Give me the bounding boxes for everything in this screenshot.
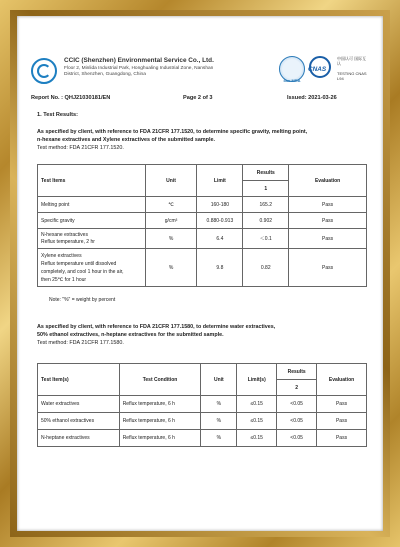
table-header-row <box>38 165 367 181</box>
issued-date: Issued: 2021-03-26 <box>287 95 337 101</box>
cell-unit: % <box>201 396 237 413</box>
table-row <box>38 213 367 229</box>
cell-condition: Reflux temperature, 6 h <box>119 396 201 413</box>
table-header-row <box>38 364 367 380</box>
cell-result: <0.05 <box>277 396 317 413</box>
header-results-sub: 2 <box>277 380 317 396</box>
header-results-sub: 1 <box>243 181 289 197</box>
table-row <box>38 430 367 447</box>
cell-evaluation: Pass <box>289 197 367 213</box>
cell-unit: % <box>145 249 197 287</box>
cell-result: 0.902 <box>243 213 289 229</box>
part2-method: Test method: FDA 21CFR 177.1580. <box>37 340 124 347</box>
cell-item <box>38 249 146 287</box>
cell-evaluation: Pass <box>317 413 367 430</box>
table-row <box>38 197 367 213</box>
cell-limit: ≤0.15 <box>237 430 277 447</box>
cell-item: 50% ethanol extractives <box>38 413 120 430</box>
cell-limit: 6.4 <box>197 229 243 249</box>
cell-item-line: N-hexane extractives <box>41 231 88 238</box>
cell-evaluation: Pass <box>289 213 367 229</box>
cell-result: ＜0.1 <box>243 229 289 249</box>
cell-unit: % <box>201 413 237 430</box>
cell-item: N-heptane extractives <box>38 430 120 447</box>
cell-limit: 160-180 <box>197 197 243 213</box>
page-number: Page 2 of 3 <box>183 95 213 101</box>
cell-evaluation: Pass <box>289 249 367 287</box>
part2-intro-line-1: As specified by client, with reference to FDA 21CFR 177.1580, to determine water extractives, <box>37 324 276 330</box>
cell-unit: % <box>145 229 197 249</box>
header-test-items: Test Item(s) <box>38 364 120 396</box>
header-results: Results <box>243 165 289 181</box>
table-row <box>38 396 367 413</box>
cell-item-line: completely, and cool 1 hour in the air, <box>41 268 124 275</box>
cell-unit: % <box>201 430 237 447</box>
header-results: Results <box>277 364 317 380</box>
address-line-2: District, Shenzhen, Guangdong, China <box>64 72 146 77</box>
cell-item-line: then 25℃ for 1 hour <box>41 276 87 283</box>
section-title: 1. Test Results: <box>37 112 78 118</box>
part1-intro-line-2: n-hexane extractives and Xylene extractives of the submitted sample. <box>37 137 215 144</box>
cell-limit: 0.880-0.913 <box>197 213 243 229</box>
cell-result: 0.82 <box>243 249 289 287</box>
cell-item: Melting point <box>38 197 146 213</box>
table-row <box>38 413 367 430</box>
header-limit: Limit <box>197 165 243 197</box>
ilac-mra-label: ilac-MRA <box>283 78 301 83</box>
header-test-items: Test Items <box>38 165 146 197</box>
cell-limit: ≤0.15 <box>237 413 277 430</box>
cell-item-line: Reflux temperature, 2 hr <box>41 238 95 245</box>
cell-evaluation: Pass <box>317 396 367 413</box>
cell-limit: 9.8 <box>197 249 243 287</box>
table-row <box>38 249 367 287</box>
cnas-label: CNAS <box>308 66 327 73</box>
cell-item <box>38 229 146 249</box>
cell-item-line: Xylene extractives <box>41 252 82 259</box>
weight-note: Note: "%" = weight by percent <box>49 297 116 303</box>
cell-unit: ℃ <box>145 197 197 213</box>
cell-item: Specific gravity <box>38 213 146 229</box>
cell-condition: Reflux temperature, 6 h <box>119 413 201 430</box>
part2-results-table <box>37 363 367 447</box>
company-name: CCIC (Shenzhen) Environmental Service Co., Ltd. <box>64 57 214 64</box>
cell-result: <0.05 <box>277 413 317 430</box>
part1-intro <box>37 128 367 153</box>
part1-method: Test method: FDA 21CFR 177.1520. <box>37 145 124 152</box>
part1-results-table <box>37 164 367 287</box>
address-line-1: Floor 2, Minlida Industrial Park, Honghualing Industrial Zone, Nanshan <box>64 66 214 71</box>
report-number: Report No. : QHJ21030181/EN <box>31 95 111 101</box>
header-unit: Unit <box>145 165 197 197</box>
cell-limit: ≤0.15 <box>237 396 277 413</box>
cell-evaluation: Pass <box>317 430 367 447</box>
cnas-testing-text: TESTING CNAS L94 <box>337 71 367 81</box>
cell-result: <0.05 <box>277 430 317 447</box>
cell-result: 165.2 <box>243 197 289 213</box>
cnas-chinese-text: 中国认可 国际互认 <box>337 56 367 66</box>
document-page <box>17 16 383 531</box>
cell-unit: g/cm³ <box>145 213 197 229</box>
cell-item: Water extractives <box>38 396 120 413</box>
header-text <box>64 57 274 78</box>
part2-intro-line-2: 50% ethanol extractives, n-heptane extractives for the submitted sample. <box>37 332 224 339</box>
table-row <box>38 229 367 249</box>
cell-evaluation: Pass <box>289 229 367 249</box>
ccic-logo-icon <box>31 58 57 84</box>
cell-item-line: Reflux temperature until dissolved <box>41 260 117 267</box>
header-unit: Unit <box>201 364 237 396</box>
header-limits: Limit(s) <box>237 364 277 396</box>
header-evaluation: Evaluation <box>317 364 367 396</box>
header-test-condition: Test Condition <box>119 364 201 396</box>
part2-intro <box>37 323 367 348</box>
part1-intro-line-1: As specified by client, with reference to FDA 21CFR 177.1520, to determine specific gravity, melting point, <box>37 129 308 135</box>
header-evaluation: Evaluation <box>289 165 367 197</box>
cell-condition: Reflux temperature, 6 h <box>119 430 201 447</box>
